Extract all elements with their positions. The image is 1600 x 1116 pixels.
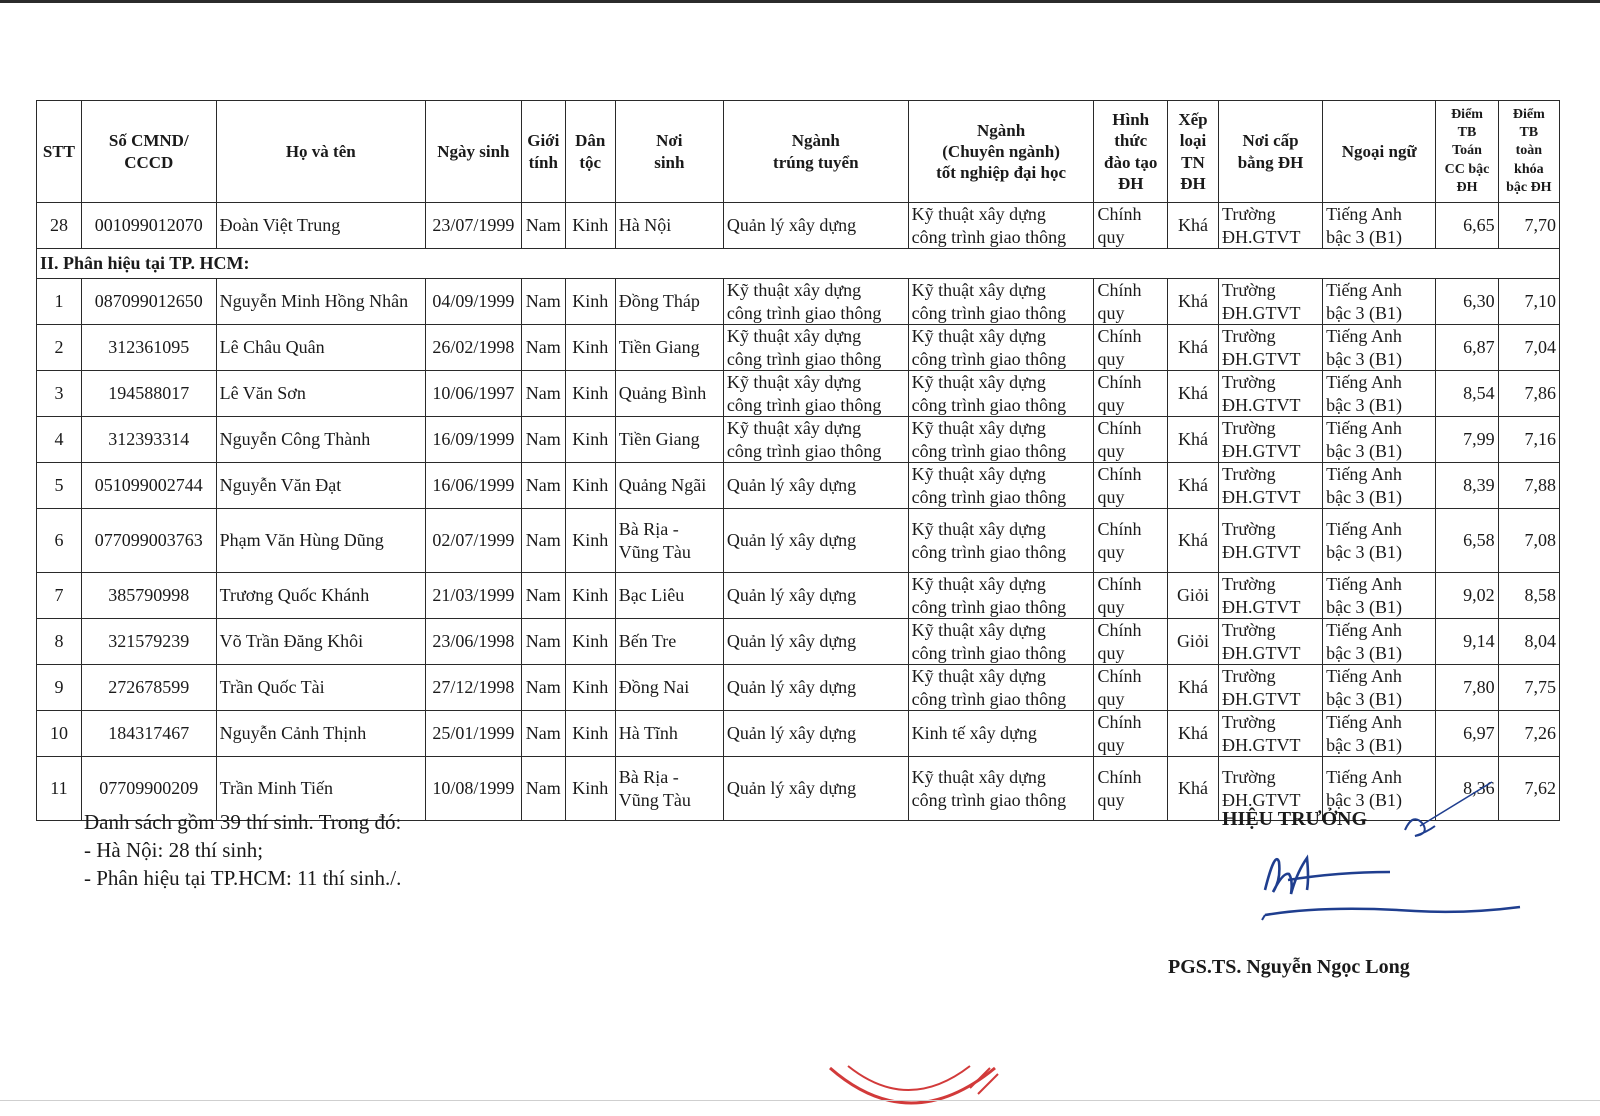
cell-dob: 16/09/1999 <box>425 417 521 463</box>
cell-language: Tiếng Anh bậc 3 (B1) <box>1323 203 1436 249</box>
table-row <box>37 711 1560 757</box>
page-top-edge <box>0 0 1600 3</box>
cell-birthplace: Hà Nội <box>615 203 723 249</box>
cell-name: Trương Quốc Khánh <box>216 573 425 619</box>
candidate-table <box>36 100 1560 821</box>
cell-gpa: 7,10 <box>1498 279 1559 325</box>
cell-graduated-major: Kỹ thuật xây dựng công trình giao thông <box>908 573 1094 619</box>
cell-issuer: Trường ĐH.GTVT <box>1218 203 1322 249</box>
cell-math-score: 6,65 <box>1436 203 1498 249</box>
cell-stt: 8 <box>37 619 82 665</box>
cell-sex: Nam <box>521 463 565 509</box>
section-title: II. Phân hiệu tại TP. HCM: <box>37 249 1560 279</box>
cell-training-form: Chính quy <box>1094 573 1167 619</box>
header-graduated-major: Ngành (Chuyên ngành) tốt nghiệp đại học <box>908 101 1094 203</box>
cell-id: 194588017 <box>81 371 216 417</box>
cell-sex: Nam <box>521 509 565 573</box>
cell-ethnicity: Kinh <box>565 757 615 821</box>
cell-math-score: 7,99 <box>1436 417 1498 463</box>
cell-name: Nguyễn Công Thành <box>216 417 425 463</box>
cell-stt: 1 <box>37 279 82 325</box>
cell-gpa: 7,62 <box>1498 757 1559 821</box>
cell-admitted-major: Kỹ thuật xây dựng công trình giao thông <box>723 279 908 325</box>
signature-title: HIỆU TRƯỞNG <box>1222 808 1368 830</box>
cell-id: 321579239 <box>81 619 216 665</box>
cell-ethnicity: Kinh <box>565 463 615 509</box>
cell-admitted-major: Quản lý xây dựng <box>723 619 908 665</box>
cell-training-form: Chính quy <box>1094 711 1167 757</box>
cell-math-score: 6,87 <box>1436 325 1498 371</box>
cell-dob: 27/12/1998 <box>425 665 521 711</box>
cell-name: Lê Châu Quân <box>216 325 425 371</box>
cell-grad-rank: Khá <box>1167 665 1218 711</box>
cell-sex: Nam <box>521 417 565 463</box>
header-gpa: Điểm TB toàn khóa bậc ĐH <box>1498 101 1559 203</box>
cell-issuer: Trường ĐH.GTVT <box>1218 619 1322 665</box>
cell-gpa: 7,86 <box>1498 371 1559 417</box>
header-issuer: Nơi cấp bằng ĐH <box>1218 101 1322 203</box>
cell-ethnicity: Kinh <box>565 203 615 249</box>
cell-language: Tiếng Anh bậc 3 (B1) <box>1323 757 1436 821</box>
cell-admitted-major: Kỹ thuật xây dựng công trình giao thông <box>723 417 908 463</box>
table-row <box>37 203 1560 249</box>
cell-name: Nguyễn Cảnh Thịnh <box>216 711 425 757</box>
cell-training-form: Chính quy <box>1094 509 1167 573</box>
cell-language: Tiếng Anh bậc 3 (B1) <box>1323 619 1436 665</box>
cell-issuer: Trường ĐH.GTVT <box>1218 279 1322 325</box>
cell-math-score: 8,36 <box>1436 757 1498 821</box>
cell-grad-rank: Giỏi <box>1167 573 1218 619</box>
cell-language: Tiếng Anh bậc 3 (B1) <box>1323 371 1436 417</box>
cell-issuer: Trường ĐH.GTVT <box>1218 711 1322 757</box>
cell-dob: 23/07/1999 <box>425 203 521 249</box>
table-row <box>37 509 1560 573</box>
header-dob: Ngày sinh <box>425 101 521 203</box>
cell-ethnicity: Kinh <box>565 573 615 619</box>
cell-stt: 9 <box>37 665 82 711</box>
cell-issuer: Trường ĐH.GTVT <box>1218 665 1322 711</box>
cell-stt: 28 <box>37 203 82 249</box>
cell-language: Tiếng Anh bậc 3 (B1) <box>1323 509 1436 573</box>
cell-training-form: Chính quy <box>1094 757 1167 821</box>
cell-admitted-major: Quản lý xây dựng <box>723 463 908 509</box>
cell-math-score: 6,97 <box>1436 711 1498 757</box>
cell-id: 051099002744 <box>81 463 216 509</box>
cell-name: Lê Văn Sơn <box>216 371 425 417</box>
cell-language: Tiếng Anh bậc 3 (B1) <box>1323 573 1436 619</box>
table-row <box>37 325 1560 371</box>
table-row <box>37 417 1560 463</box>
cell-graduated-major: Kinh tế xây dựng <box>908 711 1094 757</box>
cell-name: Trần Minh Tiến <box>216 757 425 821</box>
cell-ethnicity: Kinh <box>565 371 615 417</box>
cell-sex: Nam <box>521 711 565 757</box>
cell-stt: 2 <box>37 325 82 371</box>
header-language: Ngoại ngữ <box>1323 101 1436 203</box>
cell-stt: 5 <box>37 463 82 509</box>
cell-id: 312361095 <box>81 325 216 371</box>
cell-admitted-major: Kỹ thuật xây dựng công trình giao thông <box>723 371 908 417</box>
cell-birthplace: Bà Rịa - Vũng Tàu <box>615 509 723 573</box>
cell-admitted-major: Quản lý xây dựng <box>723 203 908 249</box>
cell-grad-rank: Khá <box>1167 371 1218 417</box>
cell-graduated-major: Kỹ thuật xây dựng công trình giao thông <box>908 325 1094 371</box>
cell-graduated-major: Kỹ thuật xây dựng công trình giao thông <box>908 619 1094 665</box>
cell-math-score: 9,02 <box>1436 573 1498 619</box>
summary-line: Danh sách gồm 39 thí sinh. Trong đó: <box>84 810 402 834</box>
cell-birthplace: Bà Rịa - Vũng Tàu <box>615 757 723 821</box>
cell-id: 184317467 <box>81 711 216 757</box>
cell-sex: Nam <box>521 279 565 325</box>
cell-name: Nguyễn Văn Đạt <box>216 463 425 509</box>
header-name: Họ và tên <box>216 101 425 203</box>
cell-dob: 25/01/1999 <box>425 711 521 757</box>
cell-admitted-major: Quản lý xây dựng <box>723 757 908 821</box>
cell-grad-rank: Khá <box>1167 757 1218 821</box>
cell-dob: 04/09/1999 <box>425 279 521 325</box>
cell-grad-rank: Khá <box>1167 325 1218 371</box>
cell-math-score: 8,39 <box>1436 463 1498 509</box>
cell-gpa: 7,88 <box>1498 463 1559 509</box>
cell-graduated-major: Kỹ thuật xây dựng công trình giao thông <box>908 417 1094 463</box>
cell-name: Phạm Văn Hùng Dũng <box>216 509 425 573</box>
cell-admitted-major: Quản lý xây dựng <box>723 573 908 619</box>
table-row <box>37 279 1560 325</box>
cell-language: Tiếng Anh bậc 3 (B1) <box>1323 463 1436 509</box>
header-math-score: Điểm TB Toán CC bậc ĐH <box>1436 101 1498 203</box>
table-row <box>37 371 1560 417</box>
cell-sex: Nam <box>521 203 565 249</box>
cell-stt: 6 <box>37 509 82 573</box>
cell-birthplace: Đồng Tháp <box>615 279 723 325</box>
table-row <box>37 619 1560 665</box>
cell-ethnicity: Kinh <box>565 325 615 371</box>
header-cmnd: Số CMND/ CCCD <box>81 101 216 203</box>
cell-ethnicity: Kinh <box>565 665 615 711</box>
cell-birthplace: Tiền Giang <box>615 325 723 371</box>
cell-ethnicity: Kinh <box>565 509 615 573</box>
cell-sex: Nam <box>521 665 565 711</box>
cell-birthplace: Đồng Nai <box>615 665 723 711</box>
cell-id: 077099003763 <box>81 509 216 573</box>
header-training-form: Hình thức đào tạo ĐH <box>1094 101 1167 203</box>
cell-language: Tiếng Anh bậc 3 (B1) <box>1323 711 1436 757</box>
cell-grad-rank: Giỏi <box>1167 619 1218 665</box>
signer-name: PGS.TS. Nguyễn Ngọc Long <box>1168 956 1410 978</box>
cell-graduated-major: Kỹ thuật xây dựng công trình giao thông <box>908 279 1094 325</box>
cell-birthplace: Quảng Bình <box>615 371 723 417</box>
header-stt: STT <box>37 101 82 203</box>
cell-dob: 26/02/1998 <box>425 325 521 371</box>
cell-stt: 10 <box>37 711 82 757</box>
page-bottom-edge <box>0 1100 1600 1101</box>
cell-birthplace: Hà Tĩnh <box>615 711 723 757</box>
cell-admitted-major: Quản lý xây dựng <box>723 509 908 573</box>
cell-training-form: Chính quy <box>1094 279 1167 325</box>
cell-name: Nguyễn Minh Hồng Nhân <box>216 279 425 325</box>
cell-id: 087099012650 <box>81 279 216 325</box>
cell-id: 385790998 <box>81 573 216 619</box>
header-ethnicity: Dân tộc <box>565 101 615 203</box>
table-row <box>37 573 1560 619</box>
cell-gpa: 7,26 <box>1498 711 1559 757</box>
cell-ethnicity: Kinh <box>565 279 615 325</box>
header-grad-rank: Xếp loại TN ĐH <box>1167 101 1218 203</box>
cell-ethnicity: Kinh <box>565 417 615 463</box>
cell-issuer: Trường ĐH.GTVT <box>1218 509 1322 573</box>
cell-math-score: 6,58 <box>1436 509 1498 573</box>
cell-admitted-major: Kỹ thuật xây dựng công trình giao thông <box>723 325 908 371</box>
handwritten-signature <box>1100 770 1540 950</box>
cell-math-score: 6,30 <box>1436 279 1498 325</box>
cell-name: Đoàn Việt Trung <box>216 203 425 249</box>
cell-grad-rank: Khá <box>1167 417 1218 463</box>
cell-math-score: 8,54 <box>1436 371 1498 417</box>
cell-graduated-major: Kỹ thuật xây dựng công trình giao thông <box>908 371 1094 417</box>
cell-id: 312393314 <box>81 417 216 463</box>
cell-name: Trần Quốc Tài <box>216 665 425 711</box>
cell-stt: 3 <box>37 371 82 417</box>
cell-language: Tiếng Anh bậc 3 (B1) <box>1323 665 1436 711</box>
summary-line: - Hà Nội: 28 thí sinh; <box>84 838 264 862</box>
cell-stt: 11 <box>37 757 82 821</box>
cell-training-form: Chính quy <box>1094 203 1167 249</box>
section-row <box>37 249 1560 279</box>
cell-issuer: Trường ĐH.GTVT <box>1218 463 1322 509</box>
cell-issuer: Trường ĐH.GTVT <box>1218 757 1322 821</box>
table-row <box>37 665 1560 711</box>
table-row <box>37 463 1560 509</box>
cell-grad-rank: Khá <box>1167 509 1218 573</box>
summary-line: - Phân hiệu tại TP.HCM: 11 thí sinh./. <box>84 866 402 890</box>
cell-sex: Nam <box>521 757 565 821</box>
cell-graduated-major: Kỹ thuật xây dựng công trình giao thông <box>908 665 1094 711</box>
cell-birthplace: Bạc Liêu <box>615 573 723 619</box>
cell-id: 07709900209 <box>81 757 216 821</box>
cell-gpa: 7,04 <box>1498 325 1559 371</box>
cell-training-form: Chính quy <box>1094 371 1167 417</box>
cell-graduated-major: Kỹ thuật xây dựng công trình giao thông <box>908 757 1094 821</box>
cell-sex: Nam <box>521 619 565 665</box>
cell-admitted-major: Quản lý xây dựng <box>723 665 908 711</box>
cell-dob: 21/03/1999 <box>425 573 521 619</box>
cell-graduated-major: Kỹ thuật xây dựng công trình giao thông <box>908 463 1094 509</box>
cell-issuer: Trường ĐH.GTVT <box>1218 573 1322 619</box>
cell-gpa: 7,08 <box>1498 509 1559 573</box>
cell-language: Tiếng Anh bậc 3 (B1) <box>1323 279 1436 325</box>
cell-ethnicity: Kinh <box>565 619 615 665</box>
cell-ethnicity: Kinh <box>565 711 615 757</box>
cell-gpa: 7,70 <box>1498 203 1559 249</box>
cell-training-form: Chính quy <box>1094 619 1167 665</box>
cell-math-score: 9,14 <box>1436 619 1498 665</box>
cell-training-form: Chính quy <box>1094 417 1167 463</box>
cell-issuer: Trường ĐH.GTVT <box>1218 325 1322 371</box>
cell-grad-rank: Khá <box>1167 279 1218 325</box>
cell-id: 272678599 <box>81 665 216 711</box>
cell-language: Tiếng Anh bậc 3 (B1) <box>1323 417 1436 463</box>
cell-birthplace: Quảng Ngãi <box>615 463 723 509</box>
cell-language: Tiếng Anh bậc 3 (B1) <box>1323 325 1436 371</box>
official-seal-stamp <box>820 1058 1010 1116</box>
cell-issuer: Trường ĐH.GTVT <box>1218 417 1322 463</box>
cell-training-form: Chính quy <box>1094 325 1167 371</box>
cell-sex: Nam <box>521 371 565 417</box>
cell-dob: 16/06/1999 <box>425 463 521 509</box>
cell-graduated-major: Kỹ thuật xây dựng công trình giao thông <box>908 203 1094 249</box>
cell-sex: Nam <box>521 325 565 371</box>
cell-gpa: 7,16 <box>1498 417 1559 463</box>
cell-dob: 02/07/1999 <box>425 509 521 573</box>
cell-dob: 10/08/1999 <box>425 757 521 821</box>
cell-grad-rank: Khá <box>1167 711 1218 757</box>
cell-gpa: 8,04 <box>1498 619 1559 665</box>
cell-training-form: Chính quy <box>1094 665 1167 711</box>
cell-training-form: Chính quy <box>1094 463 1167 509</box>
cell-name: Võ Trần Đăng Khôi <box>216 619 425 665</box>
header-sex: Giới tính <box>521 101 565 203</box>
cell-id: 001099012070 <box>81 203 216 249</box>
cell-graduated-major: Kỹ thuật xây dựng công trình giao thông <box>908 509 1094 573</box>
cell-grad-rank: Khá <box>1167 203 1218 249</box>
cell-math-score: 7,80 <box>1436 665 1498 711</box>
cell-sex: Nam <box>521 573 565 619</box>
header-birthplace: Nơi sinh <box>615 101 723 203</box>
cell-admitted-major: Quản lý xây dựng <box>723 711 908 757</box>
cell-dob: 10/06/1997 <box>425 371 521 417</box>
cell-stt: 4 <box>37 417 82 463</box>
cell-stt: 7 <box>37 573 82 619</box>
cell-issuer: Trường ĐH.GTVT <box>1218 371 1322 417</box>
table-header-row <box>37 101 1560 203</box>
cell-gpa: 7,75 <box>1498 665 1559 711</box>
summary-block <box>84 808 401 892</box>
header-admitted-major: Ngành trúng tuyển <box>723 101 908 203</box>
cell-grad-rank: Khá <box>1167 463 1218 509</box>
cell-gpa: 8,58 <box>1498 573 1559 619</box>
cell-birthplace: Tiền Giang <box>615 417 723 463</box>
cell-birthplace: Bến Tre <box>615 619 723 665</box>
cell-dob: 23/06/1998 <box>425 619 521 665</box>
